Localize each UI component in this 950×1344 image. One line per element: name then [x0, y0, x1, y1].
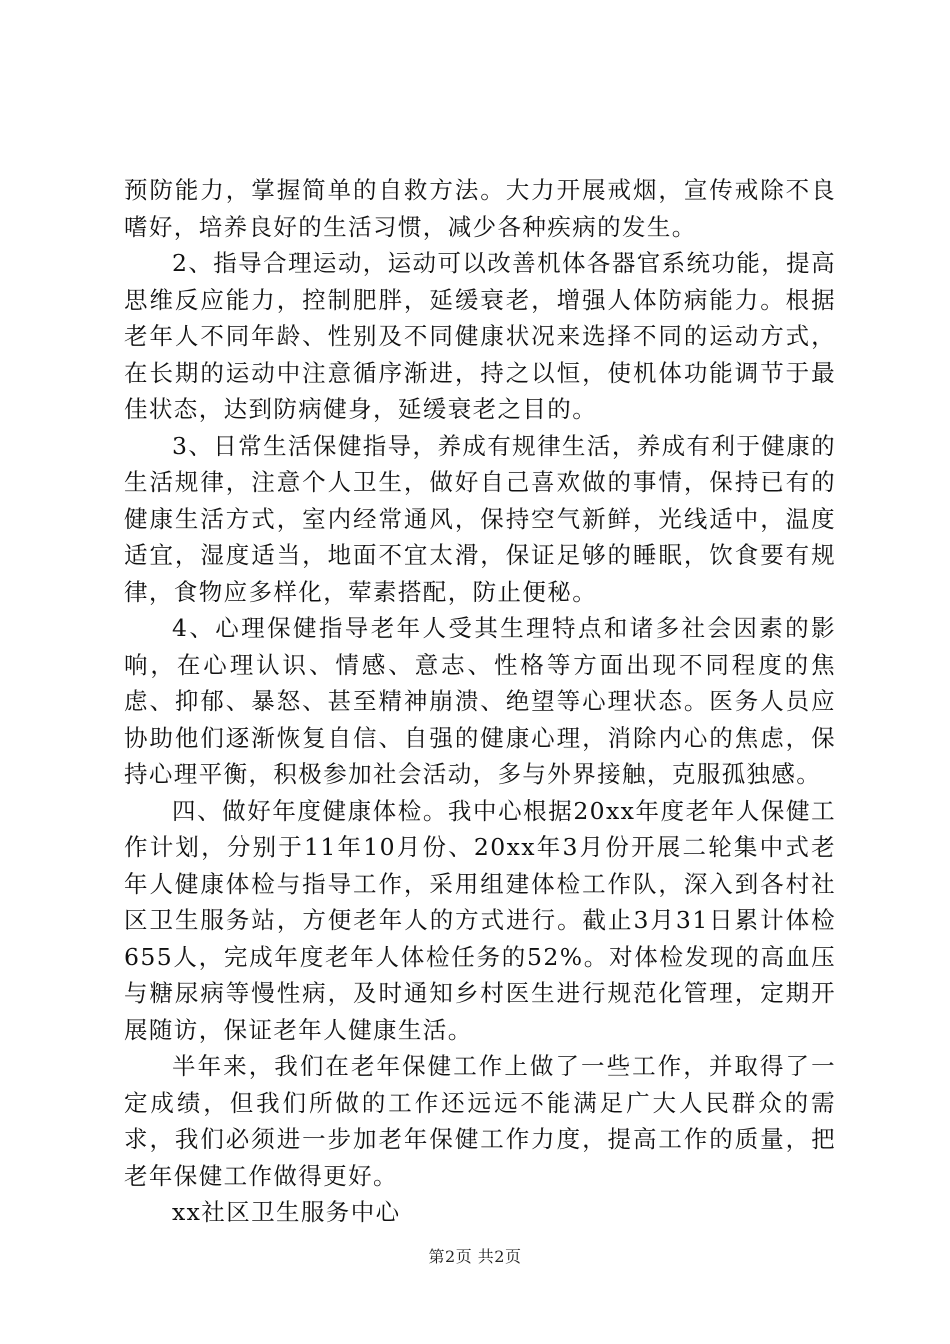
paragraph-summary: 半年来，我们在老年保健工作上做了一些工作，并取得了一定成绩，但我们所做的工作还远远不能满足广大人民群众的需求，我们必须进一步加老年保健工作力度，提高工作的质量，把老年保健工作做得更好。	[124, 1052, 836, 1190]
page-footer	[0, 1244, 950, 1267]
paragraph-mental-health-guidance: 4、心理保健指导老年人受其生理特点和诸多社会因素的影响，在心理认识、情感、意志、性格等方面出现不同程度的焦虑、抑郁、暴怒、甚至精神崩溃、绝望等心理状态。医务人员应协助他们逐渐恢复自信、自强的健康心理，消除内心的焦虑，保持心理平衡，积极参加社会活动，多与外界接触，克服孤独感。	[124, 614, 836, 788]
signature: xx社区卫生服务中心	[172, 1198, 401, 1226]
paragraph-exercise-guidance: 2、指导合理运动，运动可以改善机体各器官系统功能，提高思维反应能力，控制肥胖，延缓衰老，增强人体防病能力。根据老年人不同年龄、性别及不同健康状况来选择不同的运动方式，在长期的运动中注意循序渐进，持之以恒，使机体功能调节于最佳状态，达到防病健身，延缓衰老之目的。	[124, 249, 836, 423]
document-body	[124, 172, 836, 1231]
paragraph-daily-life-guidance: 3、日常生活保健指导，养成有规律生活，养成有利于健康的生活规律，注意个人卫生，做好自己喜欢做的事情，保持已有的健康生活方式，室内经常通风，保持空气新鲜，光线适中，温度适宜，湿度适当，地面不宜太滑，保证足够的睡眠，饮食要有规律，食物应多样化，荤素搭配，防止便秘。	[124, 431, 836, 606]
paragraph-annual-checkup: 四、做好年度健康体检。我中心根据20xx年度老年人保健工作计划，分别于11年10月份、20xx年3月份开展二轮集中式老年人健康体检与指导工作，采用组建体检工作队，深入到各村社区卫生服务站，方便老年人的方式进行。截止3月31日累计体检655人，完成年度老年人体检任务的52%。对体检发现的高血压与糖尿病等慢性病，及时通知乡村医生进行规范化管理，定期开展随访，保证老年人健康生活。	[124, 796, 836, 1044]
page-number: 第2页 共2页	[428, 1247, 522, 1266]
paragraph-continuation: 预防能力，掌握简单的自救方法。大力开展戒烟，宣传戒除不良嗜好，培养良好的生活习惯，减少各种疾病的发生。	[124, 176, 836, 241]
